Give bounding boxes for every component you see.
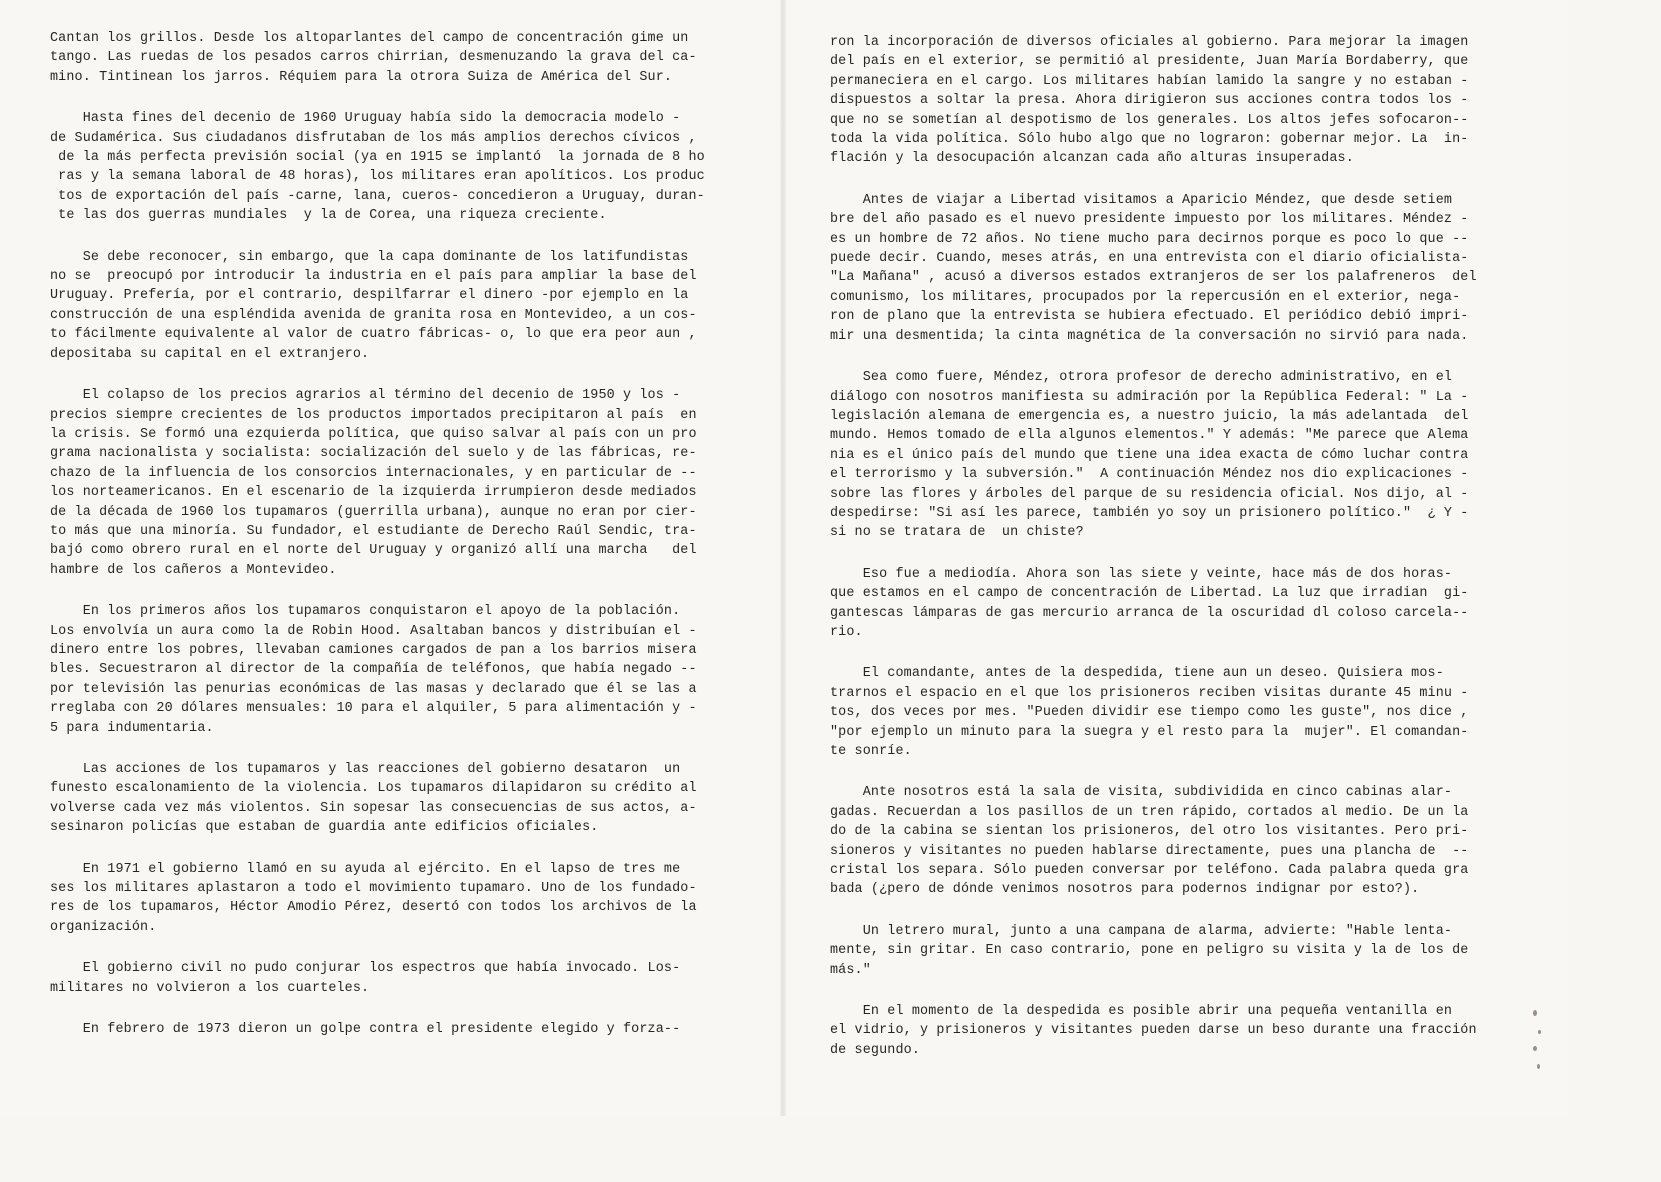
paragraph: [830, 922, 1568, 980]
paragraph: [830, 33, 1568, 169]
text-line: Los envolvía un aura como la de Robin Hood. Asaltaban bancos y distribuían el -: [50, 623, 697, 639]
text-line: tos de exportación del país -carne, lana, cueros- concedieron a Uruguay, duran-: [50, 188, 705, 204]
text-line: res de los tupamaros, Héctor Amodio Pérez, desertó con todos los archivos de la: [50, 900, 697, 916]
text-line: no se preocupó por introducir la industria en el país para ampliar la base del: [50, 269, 697, 285]
text-line: dispuestos a soltar la presa. Ahora dirigieron sus acciones contra todos los -: [830, 93, 1469, 109]
text-line: la crisis. Se formó una ezquierda política, que quiso salvar al país con un pro: [50, 426, 697, 442]
text-line: tos, dos veces por mes. "Pueden dividir ese tiempo como les guste", nos dice ,: [830, 705, 1469, 721]
text-line: Sea como fuere, Méndez, otrora profesor de derecho administrativo, en el: [830, 370, 1453, 386]
text-line: te sonríe.: [830, 744, 912, 759]
text-line: militares no volvieron a los cuarteles.: [50, 980, 370, 996]
text-line: do de la cabina se sientan los prisioneros, del otro los visitantes. Pero pri-: [830, 824, 1469, 840]
text-line: grama nacionalista y socialista: socialización del suelo y de las fábricas, re-: [50, 446, 697, 462]
text-line: to más que una minoría. Su fundador, el estudiante de Derecho Raúl Sendic, tra-: [50, 523, 697, 539]
text-line: toda la vida política. Sólo hubo algo que no lograron: gobernar mejor. La in-: [830, 132, 1469, 148]
text-line: bajó como obrero rural en el norte del Uruguay y organizó allí una marcha del: [50, 543, 697, 559]
text-line: gadas. Recuerdan a los pasillos de un tren rápido, cortados al medio. De un la: [830, 804, 1469, 820]
text-line: construcción de una espléndida avenida de granita rosa en Montevideo, a un cos-: [50, 307, 697, 323]
text-line: si no se tratara de un chiste?: [830, 525, 1084, 541]
left-page: [0, 0, 780, 1116]
text-line: Antes de viajar a Libertad visitamos a Aparicio Méndez, que desde setiem: [830, 192, 1453, 208]
text-line: En 1971 el gobierno llamó en su ayuda al ejército. En el lapso de tres me: [50, 861, 681, 877]
text-line: el terrorismo y la subversión." A continuación Méndez nos dio explicaciones -: [830, 467, 1469, 483]
text-line: de la década de 1960 los tupamaros (guerrilla urbana), aunque no eran por cier-: [50, 504, 697, 520]
text-line: bre del año pasado es el nuevo presidente impuesto por los militares. Méndez -: [830, 212, 1469, 228]
text-line: más.": [830, 962, 871, 978]
text-line: del país en el exterior, se permitió al presidente, Juan María Bordaberry, que: [830, 54, 1469, 70]
text-line: flación y la desocupación alcanzan cada año alturas insuperadas.: [830, 151, 1354, 167]
text-line: ron la incorporación de diversos oficiales al gobierno. Para mejorar la imagen: [830, 35, 1469, 50]
text-line: sesinaron policías que estaban de guardia ante edificios oficiales.: [50, 820, 599, 836]
paragraph: [50, 860, 780, 938]
text-line: Un letrero mural, junto a una campana de alarma, advierte: "Hable lenta-: [830, 923, 1453, 939]
text-line: hambre de los cañeros a Montevideo.: [50, 562, 337, 578]
text-line: "por ejemplo un minuto para la suegra y el resto para la mujer". El comandan-: [830, 724, 1469, 740]
paragraph: [50, 109, 780, 225]
text-line: precios siempre crecientes de los productos importados precipitaron al país en: [50, 407, 697, 423]
text-line: depositaba su capital en el extranjero.: [50, 346, 370, 362]
text-line: permaneciera en el cargo. Los militares habían lamido la sangre y no estaban -: [830, 73, 1469, 89]
text-line: chazo de la influencia de los consorcios internacionales, y en particular de --: [50, 465, 697, 481]
text-line: cristal los separa. Sólo pueden conversar por teléfono. Cada palabra queda gra: [830, 863, 1469, 879]
text-line: rio.: [830, 624, 863, 640]
text-line: ses los militares aplastaron a todo el movimiento tupamaro. Uno de los fundado-: [50, 881, 697, 897]
text-line: El gobierno civil no pudo conjurar los espectros que había invocado. Los-: [50, 961, 681, 977]
text-line: Ante nosotros está la sala de visita, subdividida en cinco cabinas alar-: [830, 785, 1453, 801]
text-line: En los primeros años los tupamaros conquistaron el apoyo de la población.: [50, 604, 681, 620]
text-line: Hasta fines del decenio de 1960 Uruguay había sido la democracia modelo -: [50, 111, 681, 127]
text-line: que no se sometían al despotismo de los generales. Los altos jefes sofocaron--: [830, 112, 1469, 128]
text-line: ron de plano que la entrevista se hubiera efectuado. El periódico debió impri-: [830, 309, 1469, 325]
text-line: En febrero de 1973 dieron un golpe contra el presidente elegido y forza--: [50, 1022, 681, 1038]
paragraph: [830, 1002, 1568, 1060]
text-line: despedirse: "Si así les parece, también yo soy un prisionero político." ¿ Y -: [830, 505, 1469, 521]
text-line: Uruguay. Prefería, por el contrario, despilfarrar el dinero -por ejemplo en la: [50, 288, 689, 304]
text-line: gantescas lámparas de gas mercurio arranca de la oscuridad dl coloso carcela--: [830, 605, 1469, 621]
text-line: to fácilmente equivalente al valor de cuatro fábricas- o, lo que era peor aun ,: [50, 327, 697, 343]
text-line: sioneros y visitantes no pueden hablarse directamente, pues una plancha de --: [830, 843, 1469, 859]
text-line: de segundo.: [830, 1042, 921, 1058]
text-line: es un hombre de 72 años. No tiene mucho para decirnos porque es poco lo que --: [830, 231, 1469, 247]
text-line: 5 para indumentaria.: [50, 720, 214, 736]
text-line: Cantan los grillos. Desde los altoparlantes del campo de concentración gime un: [50, 31, 689, 46]
text-line: dinero entre los pobres, llevaban camiones cargados de pan a los barrios misera: [50, 642, 697, 658]
text-line: nia es el único país del mundo que tiene una idea exacta de cómo luchar contra: [830, 447, 1469, 463]
text-line: que estamos en el campo de concentración de Libertad. La luz que irradian gi-: [830, 586, 1469, 602]
text-line: ras y la semana laboral de 48 horas), los militares eran apolíticos. Los produc: [50, 169, 705, 185]
text-line: Las acciones de los tupamaros y las reacciones del gobierno desataron un: [50, 762, 681, 777]
text-line: mir una desmentida; la cinta magnética de la conversación no sirvió para nada.: [830, 328, 1469, 344]
text-line: rreglaba con 20 dólares mensuales: 10 para el alquiler, 5 para alimentación y -: [50, 701, 697, 717]
paragraph: [830, 565, 1568, 643]
paragraph: [50, 248, 780, 364]
text-line: Se debe reconocer, sin embargo, que la capa dominante de los latifundistas: [50, 249, 689, 265]
text-line: por televisión las penurias económicas de las masas y declarado que él se las a: [50, 681, 697, 697]
paragraph: [830, 368, 1568, 543]
text-line: bles. Secuestraron al director de la compañía de teléfonos, que había negado --: [50, 662, 697, 678]
paper-speck: [1537, 1064, 1540, 1069]
paragraph: [830, 783, 1568, 899]
paragraph: [830, 191, 1568, 346]
text-line: sobre las flores y árboles del parque de su residencia oficial. Nos dijo, al -: [830, 486, 1469, 502]
paper-speck: [1533, 1010, 1537, 1016]
text-line: Eso fue a mediodía. Ahora son las siete y veinte, hace más de dos horas-: [830, 566, 1453, 582]
text-line: El comandante, antes de la despedida, tiene aun un deseo. Quisiera mos-: [830, 666, 1444, 682]
right-page: [786, 0, 1568, 1116]
text-line: diálogo con nosotros manifiesta su admiración por la República Federal: " La -: [830, 389, 1469, 405]
text-line: de la más perfecta previsión social (ya en 1915 se implantó la jornada de 8 ho: [50, 150, 705, 166]
text-line: mundo. Hemos tomado de ella algunos elementos." Y además: "Me parece que Alema: [830, 428, 1469, 444]
text-line: bada (¿pero de dónde venimos nosotros para podernos indignar por esto?).: [830, 882, 1420, 898]
text-line: comunismo, los militares, procupados por la repercusión en el exterior, nega-: [830, 289, 1461, 305]
text-line: volverse cada vez más violentos. Sin sopesar las consecuencias de sus actos, a-: [50, 800, 697, 816]
text-line: legislación alemana de emergencia es, a nuestro juicio, la más adelantada del: [830, 408, 1469, 424]
paragraph: [50, 959, 780, 998]
text-line: tango. Las ruedas de los pesados carros chirrian, desmenuzando la grava del ca-: [50, 50, 697, 66]
paper-speck: [1538, 1030, 1541, 1034]
paragraph: [50, 1020, 780, 1039]
paragraph: [830, 664, 1568, 761]
text-line: organización.: [50, 919, 157, 935]
text-line: puede decir. Cuando, meses atrás, en una entrevista con el diario oficialista-: [830, 251, 1469, 267]
text-line: los norteamericanos. En el escenario de la izquierda irrumpieron desde mediados: [50, 485, 697, 501]
paper-speck: [1533, 1046, 1537, 1051]
paragraph: [50, 602, 780, 738]
paragraph: [50, 29, 780, 87]
paragraph: [50, 760, 780, 838]
text-line: mino. Tintinean los jarros. Réquiem para la otrora Suiza de América del Sur.: [50, 69, 673, 85]
text-line: funesto escalonamiento de la violencia. Los tupamaros dilapidaron su crédito al: [50, 781, 697, 797]
text-line: "La Mañana" , acusó a diversos estados extranjeros de ser los palafreneros del: [830, 270, 1477, 286]
text-line: te las dos guerras mundiales y la de Corea, una riqueza creciente.: [50, 208, 607, 224]
text-line: El colapso de los precios agrarios al término del decenio de 1950 y los -: [50, 388, 681, 404]
text-line: En el momento de la despedida es posible abrir una pequeña ventanilla en: [830, 1004, 1453, 1020]
text-line: mente, sin gritar. En caso contrario, pone en peligro su visita y la de los de: [830, 943, 1469, 959]
text-line: el vidrio, y prisioneros y visitantes pueden darse un beso durante una fracción: [830, 1023, 1477, 1039]
text-line: trarnos el espacio en el que los prisioneros reciben visitas durante 45 minu -: [830, 685, 1469, 701]
paragraph: [50, 386, 780, 580]
text-line: de Sudamérica. Sus ciudadanos disfrutaban de los más amplios derechos cívicos ,: [50, 130, 697, 146]
